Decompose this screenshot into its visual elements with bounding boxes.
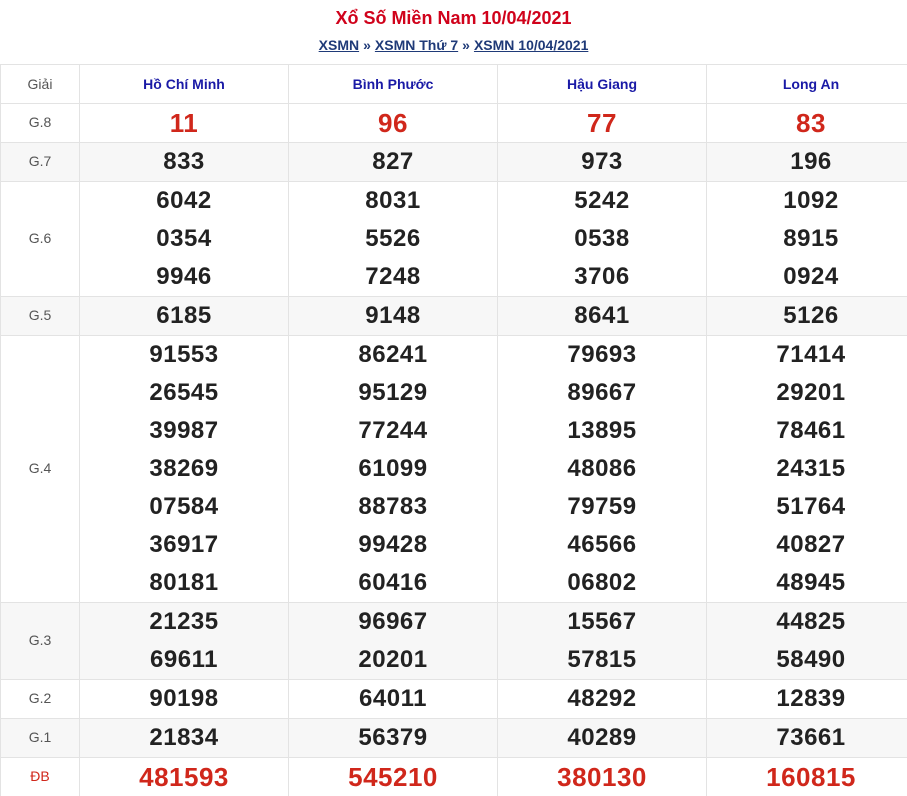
prize-number: 58490	[776, 646, 846, 673]
prize-label-cell	[1, 104, 80, 143]
breadcrumb-separator: »	[363, 37, 371, 53]
prize-row	[1, 143, 907, 182]
prize-number: 3706	[574, 263, 630, 290]
prize-cell	[707, 680, 907, 719]
prize-number: 79759	[567, 493, 637, 520]
prize-label: G.7	[28, 153, 52, 169]
prize-cell	[80, 719, 289, 758]
prize-number: 89667	[567, 379, 637, 406]
prize-table-body	[1, 104, 907, 796]
prize-number: 12839	[776, 685, 846, 712]
prize-number: 545210	[348, 762, 438, 792]
prize-number: 196	[790, 148, 832, 175]
prize-row	[1, 719, 907, 758]
prize-number: 69611	[150, 646, 218, 673]
prize-label: G.4	[28, 460, 52, 476]
prize-label: ĐB	[30, 768, 50, 784]
prize-label-cell	[1, 182, 80, 297]
prize-number: 29201	[776, 379, 846, 406]
prize-label-cell	[1, 143, 80, 182]
breadcrumb-separator: »	[462, 37, 470, 53]
prize-number: 20201	[358, 646, 428, 673]
prize-label-cell	[1, 297, 80, 336]
prize-row	[1, 758, 907, 796]
prize-number: 0538	[574, 225, 630, 252]
prize-number: 481593	[139, 762, 229, 792]
giai-header: Giải	[1, 65, 80, 104]
prize-number: 39987	[149, 417, 219, 444]
prize-cell	[289, 680, 498, 719]
breadcrumb	[0, 30, 907, 60]
prize-label: G.5	[28, 307, 52, 323]
prize-label-cell	[1, 719, 80, 758]
prize-label-cell	[1, 603, 80, 680]
prize-number: 15567	[567, 608, 637, 635]
page-title: Xổ Số Miền Nam 10/04/2021	[335, 8, 572, 28]
prize-number: 57815	[567, 646, 637, 673]
prize-number: 827	[372, 148, 414, 175]
prize-cell	[80, 104, 289, 143]
prize-label: G.6	[28, 230, 52, 246]
prize-cell	[707, 336, 907, 603]
prize-number: 96	[378, 108, 408, 138]
prize-number: 83	[796, 108, 826, 138]
prize-number: 77	[587, 108, 617, 138]
prize-cell	[498, 680, 707, 719]
prize-number: 8641	[574, 302, 630, 329]
results-table	[0, 64, 907, 796]
prize-cell	[80, 336, 289, 603]
prize-cell	[707, 297, 907, 336]
breadcrumb-link-xsmn-thu-7[interactable]: XSMN Thứ 7	[374, 37, 459, 53]
prize-cell	[80, 143, 289, 182]
prize-number: 5242	[574, 187, 630, 214]
prize-cell	[498, 336, 707, 603]
prize-number: 11	[169, 108, 199, 138]
prize-number: 8915	[783, 225, 839, 252]
prize-number: 1092	[783, 187, 839, 214]
prize-cell	[707, 603, 907, 680]
province-header[interactable]: Long An	[707, 65, 907, 104]
prize-number: 86241	[358, 341, 428, 368]
prize-cell	[289, 104, 498, 143]
prize-cell	[289, 297, 498, 336]
prize-number: 64011	[359, 685, 427, 712]
prize-row	[1, 603, 907, 680]
prize-number: 5526	[365, 225, 421, 252]
prize-cell	[80, 680, 289, 719]
prize-number: 80181	[149, 569, 219, 596]
prize-number: 95129	[358, 379, 428, 406]
breadcrumb-link-xsmn[interactable]: XSMN	[318, 37, 360, 53]
prize-number: 06802	[567, 569, 637, 596]
prize-number: 99428	[358, 531, 428, 558]
prize-number: 380130	[557, 762, 647, 792]
prize-label-cell	[1, 758, 80, 796]
prize-number: 44825	[776, 608, 846, 635]
prize-cell	[289, 719, 498, 758]
prize-label: G.8	[28, 114, 52, 130]
prize-number: 79693	[567, 341, 637, 368]
prize-cell	[498, 104, 707, 143]
prize-cell	[498, 182, 707, 297]
prize-cell	[80, 182, 289, 297]
prize-cell	[289, 143, 498, 182]
prize-number: 21235	[149, 608, 219, 635]
prize-number: 36917	[149, 531, 219, 558]
prize-number: 56379	[358, 724, 428, 751]
prize-number: 78461	[776, 417, 846, 444]
prize-number: 96967	[358, 608, 428, 635]
prize-number: 61099	[358, 455, 428, 482]
prize-number: 833	[163, 148, 205, 175]
prize-cell	[80, 758, 289, 796]
prize-cell	[289, 758, 498, 796]
prize-number: 91553	[149, 341, 219, 368]
prize-number: 8031	[365, 187, 421, 214]
prize-number: 77244	[358, 417, 428, 444]
prize-number: 21834	[149, 724, 219, 751]
prize-number: 07584	[149, 493, 219, 520]
prize-number: 38269	[149, 455, 219, 482]
breadcrumb-link-xsmn-date[interactable]: XSMN 10/04/2021	[473, 37, 589, 53]
prize-row	[1, 182, 907, 297]
prize-number: 24315	[776, 455, 846, 482]
prize-number: 40289	[567, 724, 637, 751]
prize-number: 973	[581, 148, 623, 175]
province-header[interactable]: Hồ Chí Minh	[80, 65, 289, 104]
prize-cell	[289, 182, 498, 297]
prize-number: 26545	[149, 379, 219, 406]
prize-row	[1, 680, 907, 719]
prize-number: 0924	[783, 263, 839, 290]
prize-label: G.1	[28, 729, 52, 745]
prize-row	[1, 336, 907, 603]
prize-cell	[80, 297, 289, 336]
prize-cell	[80, 603, 289, 680]
prize-cell	[498, 758, 707, 796]
prize-number: 7248	[365, 263, 421, 290]
prize-cell	[707, 104, 907, 143]
prize-number: 48292	[567, 685, 637, 712]
prize-row	[1, 104, 907, 143]
prize-label: G.3	[28, 632, 52, 648]
prize-cell	[498, 719, 707, 758]
prize-cell	[289, 603, 498, 680]
prize-cell	[498, 297, 707, 336]
prize-cell	[707, 182, 907, 297]
prize-number: 40827	[776, 531, 846, 558]
prize-number: 5126	[783, 302, 839, 329]
prize-number: 160815	[766, 762, 856, 792]
prize-number: 73661	[776, 724, 846, 751]
prize-number: 48945	[776, 569, 846, 596]
province-header[interactable]: Bình Phước	[289, 65, 498, 104]
prize-number: 71414	[776, 341, 846, 368]
prize-cell	[707, 758, 907, 796]
prize-number: 60416	[358, 569, 428, 596]
prize-cell	[707, 143, 907, 182]
header-row	[1, 65, 907, 104]
prize-label-cell	[1, 336, 80, 603]
prize-row	[1, 297, 907, 336]
prize-number: 9148	[365, 302, 421, 329]
prize-cell	[707, 719, 907, 758]
prize-number: 90198	[149, 685, 219, 712]
prize-number: 13895	[567, 417, 637, 444]
prize-number: 6185	[156, 302, 212, 329]
prize-number: 46566	[567, 531, 637, 558]
prize-label: G.2	[28, 690, 52, 706]
prize-cell	[498, 143, 707, 182]
prize-label-cell	[1, 680, 80, 719]
prize-number: 9946	[156, 263, 212, 290]
prize-number: 48086	[567, 455, 637, 482]
prize-number: 0354	[156, 225, 212, 252]
prize-cell	[498, 603, 707, 680]
prize-cell	[289, 336, 498, 603]
province-header[interactable]: Hậu Giang	[498, 65, 707, 104]
prize-number: 6042	[156, 187, 212, 214]
prize-number: 88783	[358, 493, 428, 520]
prize-number: 51764	[776, 493, 846, 520]
